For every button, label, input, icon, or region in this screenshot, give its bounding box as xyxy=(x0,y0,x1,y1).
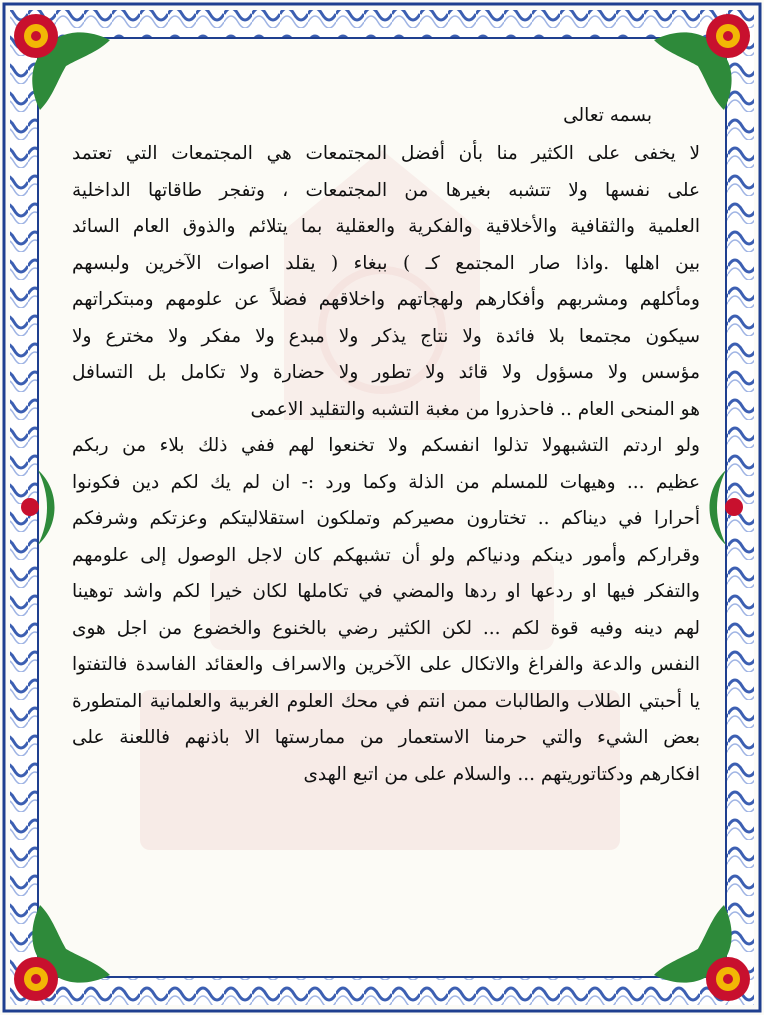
text-line: لهم دينه وفيه قوة لكم ... لكن الكثير رضي بالخنوع والخضوع من اجل هوى xyxy=(72,617,700,639)
document-heading: بسمه تعالى xyxy=(563,105,652,126)
text-line: والتفكر فيها او ردعها او ردها والمضي في تكاملها لكان خيرا لكم واشد توهينا xyxy=(72,581,700,602)
document-body xyxy=(72,96,700,793)
text-line: ولو اردتم التشبهولا تذلوا انفسكم ولا تخنعوا لهم ففي ذلك بلاء من ربكم xyxy=(72,435,700,456)
paragraph-lines xyxy=(72,136,700,793)
text-line: لا يخفى على الكثير منا بأن أفضل المجتمعات هي المجتمعات التي تعتمد xyxy=(72,143,700,164)
text-line: يا أحبتي الطلاب والطالبات ممن انتم في محك العلوم الغربية والعلمانية المتطورة xyxy=(72,690,700,712)
text-line: ومأكلهم ومشربهم وأفكارهم ولهجاتهم واخلاقهم فضلاً عن علومهم ومبتكراتهم xyxy=(72,289,700,310)
text-line: بعض الشيء والتي حرمنا الاستعمار من ممارستها الا باذنهم فاللعنة على xyxy=(72,727,700,748)
text-line: النفس والدعة والفراغ والاتكال على الآخرين والاسراف والعقائد الفاسدة فالتفتوا xyxy=(72,654,700,675)
text-line: سيكون مجتمعا بلا فائدة ولا نتاج يذكر ولا مبدع ولا مفكر ولا مخترع ولا xyxy=(72,325,700,347)
text-line: هو المنحى العام .. فاحذروا من مغبة التشبه والتقليد الاعمى xyxy=(250,398,700,420)
text-line: أحرارا في ديناكم .. تختارون مصيركم وتملكون استقلاليتكم وعزتكم وشرفكم xyxy=(72,508,700,529)
text-line: وقراركم وأمور دينكم ودنياكم ولو أن تشبهكم كان لاجل الوصول إلى علومهم xyxy=(72,544,700,566)
text-line: العلمية والثقافية والأخلاقية والفكرية والعقلية بما يتلائم والذوق العام السائد xyxy=(72,216,700,237)
text-line: عظيم ... وهيهات للمسلم من الذلة وكما ورد :- ان لم يك لكم دين فكونوا xyxy=(72,471,700,493)
text-line: بين اهلها .واذا صار المجتمع كـ ) ببغاء ( يقلد اصوات الآخرين ولبسهم xyxy=(72,252,700,274)
text-line: مؤسس ولا مسؤول ولا قائد ولا تطور ولا حضارة ولا تكامل بل التسافل xyxy=(72,362,700,383)
text-line: افكارهم ودكتاتوريتهم ... والسلام على من اتبع الهدى xyxy=(303,763,700,785)
text-line: على نفسها ولا تتشبه بغيرها من المجتمعات ، وتفجر طاقاتها الداخلية xyxy=(72,179,700,201)
